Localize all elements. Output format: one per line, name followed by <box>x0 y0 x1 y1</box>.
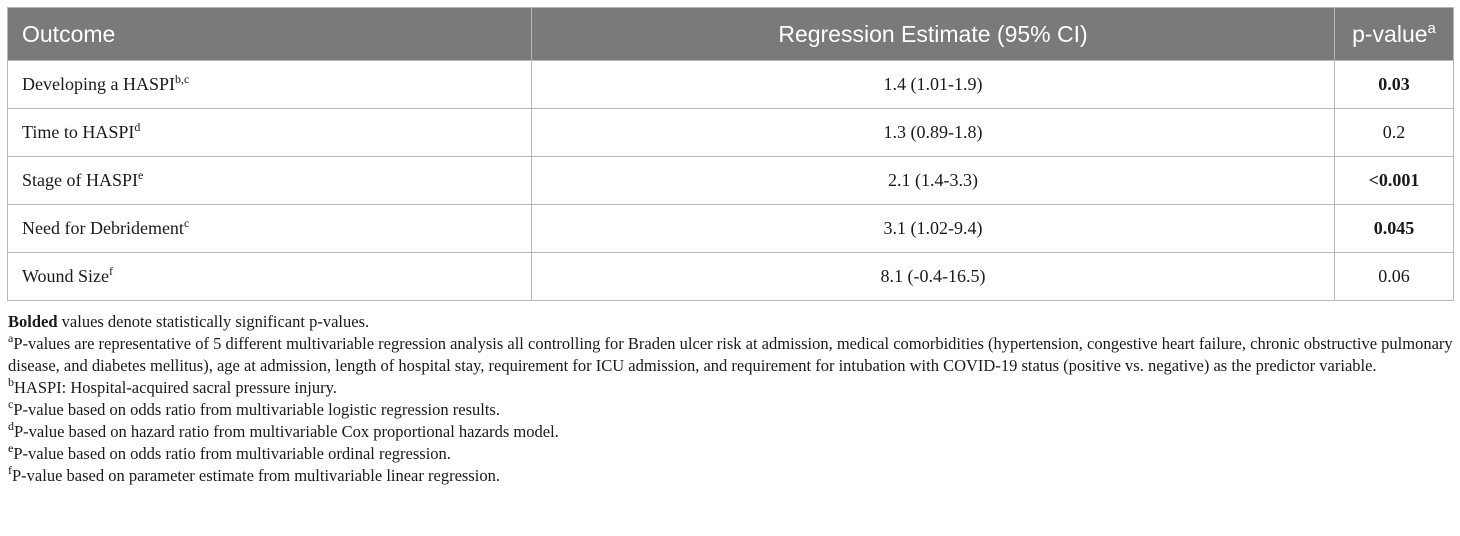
outcome-label: Time to HASPI <box>22 122 135 142</box>
cell-estimate: 1.3 (0.89-1.8) <box>532 109 1335 157</box>
footnote-a-text: P-values are representative of 5 different multivariable regression analysis all controlling for Braden ulcer risk at admission, medical comorbidities (hypertension, congestive heart failure, chronic obstructive pulmonary disease, and diabetes mellitus), age at admission, length of hospital stay, requirement for ICU admission, and requirement for intubation with COVID-19 status (positive vs. negative) as the predictor variable. <box>8 334 1453 375</box>
cell-pvalue: <0.001 <box>1335 157 1454 205</box>
cell-pvalue: 0.2 <box>1335 109 1454 157</box>
header-pvalue <box>1335 8 1454 61</box>
footnote-a-marker: a <box>8 331 14 345</box>
footnote-bold-word: Bolded <box>8 312 58 331</box>
cell-outcome <box>8 61 532 109</box>
cell-outcome <box>8 157 532 205</box>
table-row <box>8 253 1454 301</box>
footnote-bolded <box>8 311 1453 333</box>
footnote-e-text: P-value based on odds ratio from multivariable ordinal regression. <box>13 444 451 463</box>
footnote-marker: e <box>138 168 144 182</box>
footnote-e-marker: e <box>8 441 14 455</box>
footnote-d-marker: d <box>8 419 14 433</box>
footnote-f-text: P-value based on parameter estimate from multivariable linear regression. <box>12 466 500 485</box>
footnote-bold-text: values denote statistically significant p-values. <box>57 312 370 331</box>
footnote-b-marker: b <box>8 375 14 389</box>
header-outcome: Outcome <box>8 8 532 61</box>
cell-estimate: 2.1 (1.4-3.3) <box>532 157 1335 205</box>
outcome-label: Need for Debridement <box>22 218 184 238</box>
cell-pvalue: 0.045 <box>1335 205 1454 253</box>
table-body <box>8 61 1454 301</box>
table-figure <box>7 7 1453 487</box>
header-pvalue-label: p-value <box>1352 20 1428 47</box>
footnote-c-text: P-value based on odds ratio from multivariable logistic regression results. <box>13 400 500 419</box>
outcome-label: Developing a HASPI <box>22 74 175 94</box>
outcome-label: Wound Size <box>22 266 110 286</box>
cell-estimate: 3.1 (1.02-9.4) <box>532 205 1335 253</box>
cell-outcome <box>8 205 532 253</box>
table-header <box>8 8 1454 61</box>
footnote-b <box>8 377 1453 399</box>
footnote-marker: f <box>109 264 114 278</box>
header-estimate: Regression Estimate (95% CI) <box>532 8 1335 61</box>
footnote-d-text: P-value based on hazard ratio from multivariable Cox proportional hazards model. <box>14 422 559 441</box>
cell-estimate: 1.4 (1.01-1.9) <box>532 61 1335 109</box>
table-row <box>8 61 1454 109</box>
footnote-e <box>8 443 1453 465</box>
footnote-marker: c <box>183 216 190 230</box>
footnote-c-marker: c <box>8 397 14 411</box>
cell-estimate: 8.1 (-0.4-16.5) <box>532 253 1335 301</box>
table-row <box>8 205 1454 253</box>
cell-outcome <box>8 253 532 301</box>
footnote-d <box>8 421 1453 443</box>
table-row <box>8 157 1454 205</box>
cell-outcome <box>8 109 532 157</box>
results-table <box>7 7 1454 301</box>
footnote-f-marker: f <box>8 463 12 477</box>
outcome-label: Stage of HASPI <box>22 170 138 190</box>
table-row <box>8 109 1454 157</box>
cell-pvalue: 0.06 <box>1335 253 1454 301</box>
header-pvalue-footnote-marker: a <box>1427 19 1436 37</box>
footnote-c <box>8 399 1453 421</box>
footnote-a <box>8 333 1453 377</box>
header-row <box>8 8 1454 61</box>
footnote-marker: d <box>134 120 141 134</box>
footnote-b-text: HASPI: Hospital-acquired sacral pressure injury. <box>14 378 337 397</box>
footnote-marker: b,c <box>174 72 190 86</box>
table-footnotes <box>7 311 1453 487</box>
cell-pvalue: 0.03 <box>1335 61 1454 109</box>
footnote-f <box>8 465 1453 487</box>
